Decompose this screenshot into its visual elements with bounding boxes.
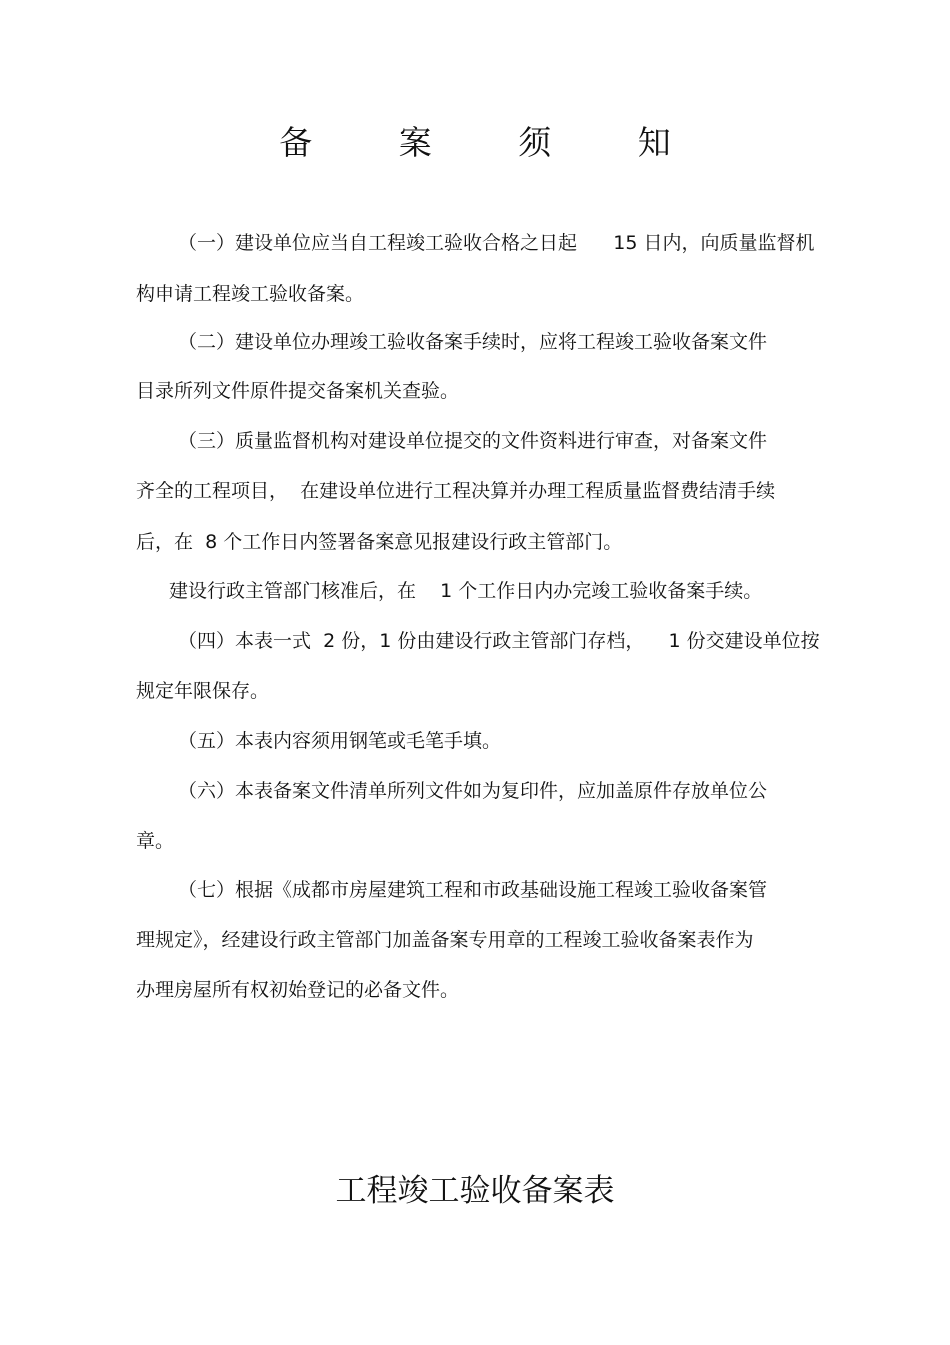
notice-line: 章。 — [136, 830, 175, 852]
notice-line: （五）本表内容须用钢笔或毛笔手填。 — [178, 730, 502, 752]
notice-line: （一）建设单位应当自工程竣工验收合格之日起 15 日内，向质量监督机 — [178, 232, 815, 254]
notice-line: （七）根据《成都市房屋建筑工程和市政基础设施工程竣工验收备案管 — [178, 879, 768, 901]
page-title: 备 案 须 知 — [279, 123, 709, 162]
notice-line: 目录所列文件原件提交备案机关查验。 — [136, 380, 460, 402]
notice-line: 规定年限保存。 — [136, 680, 270, 702]
notice-line: 理规定》，经建设行政主管部门加盖备案专用章的工程竣工验收备案表作为 — [136, 929, 754, 951]
notice-line: 办理房屋所有权初始登记的必备文件。 — [136, 979, 460, 1001]
notice-line: 齐全的工程项目， 在建设单位进行工程决算并办理工程质量监督费结清手续 — [136, 480, 776, 502]
notice-line: 构申请工程竣工验收备案。 — [136, 283, 365, 305]
notice-line: （三）质量监督机构对建设单位提交的文件资料进行审查，对备案文件 — [178, 430, 768, 452]
notice-line: 建设行政主管部门核准后，在 1 个工作日内办完竣工验收备案手续。 — [169, 580, 763, 602]
notice-line: （四）本表一式 2 份，1 份由建设行政主管部门存档， 1 份交建设单位按 — [178, 630, 820, 652]
notice-line: （二）建设单位办理竣工验收备案手续时，应将工程竣工验收备案文件 — [178, 331, 768, 353]
notice-line: 后，在 8 个工作日内签署备案意见报建设行政主管部门。 — [136, 531, 623, 553]
form-title: 工程竣工验收备案表 — [335, 1173, 615, 1209]
notice-line: （六）本表备案文件清单所列文件如为复印件，应加盖原件存放单位公 — [178, 780, 768, 802]
